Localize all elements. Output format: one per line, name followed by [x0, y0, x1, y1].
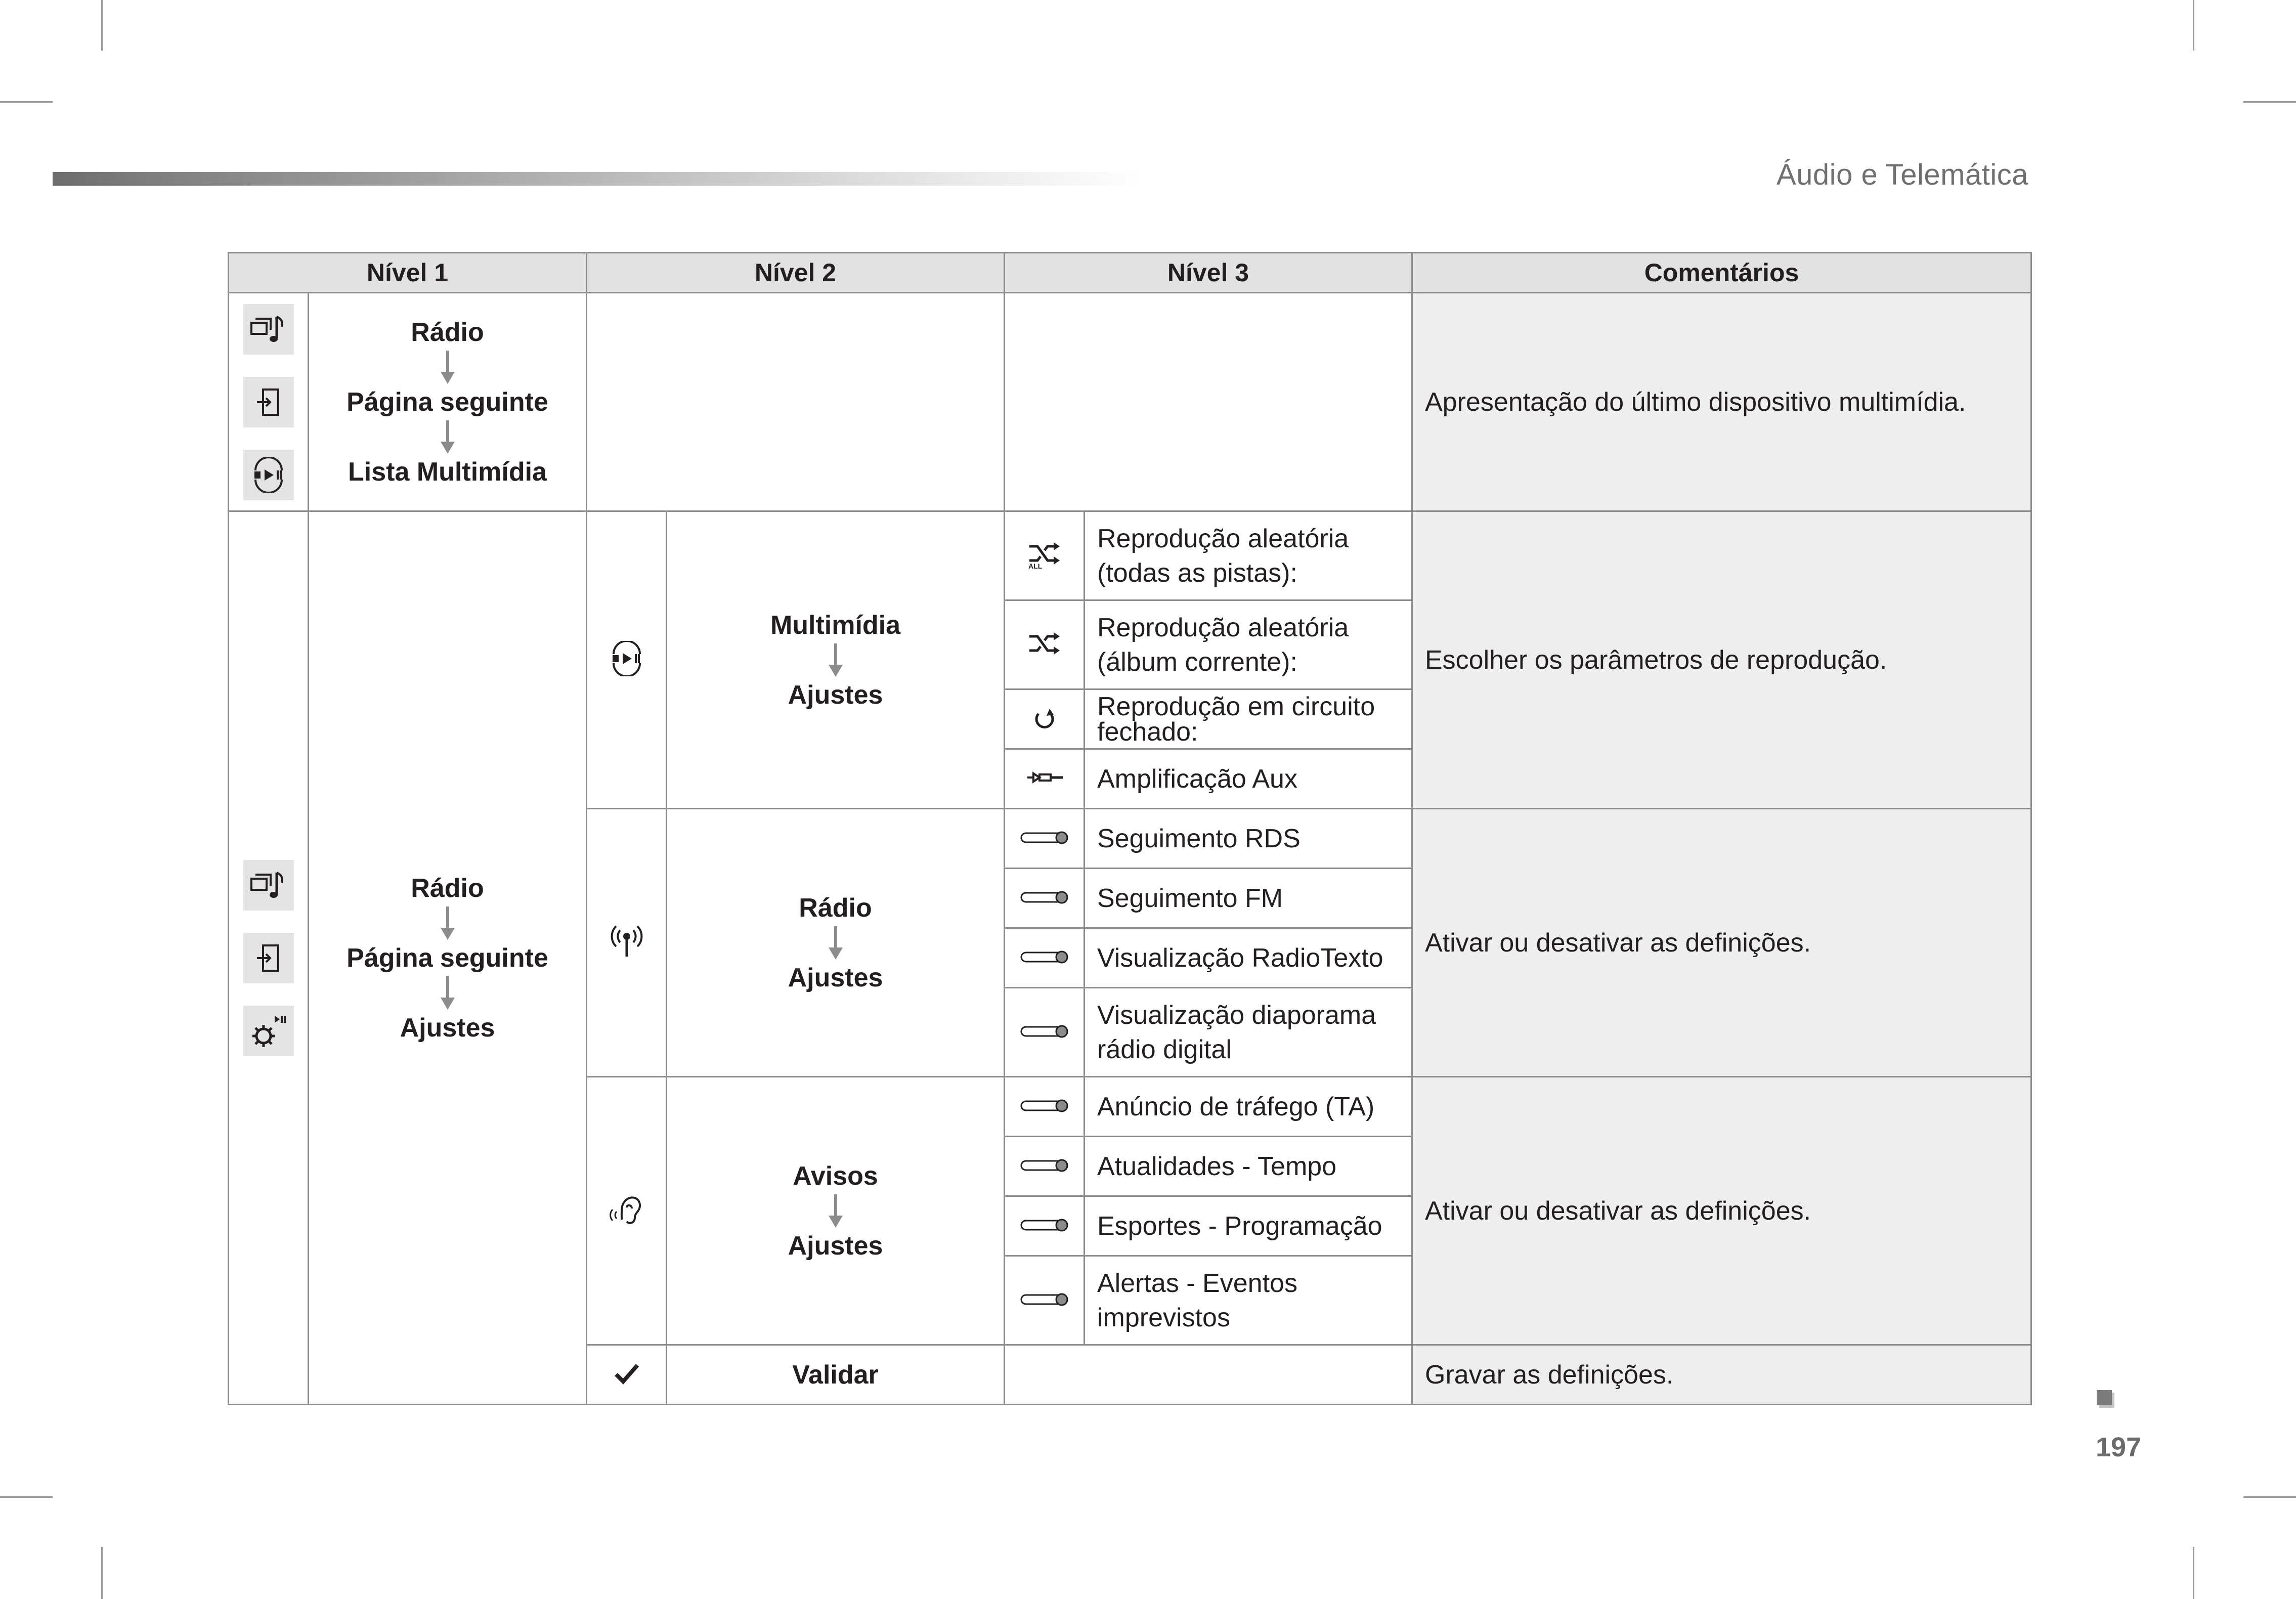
comment-cell: Gravar as definições.: [1412, 1345, 2031, 1405]
option-label: Atualidades - Tempo: [1085, 1137, 1412, 1196]
path-step: Ajustes: [400, 1013, 495, 1043]
crop-mark: [0, 1496, 53, 1498]
checkmark-icon: [587, 1345, 667, 1405]
radio-broadcast-icon: [587, 809, 667, 1077]
validate-label: Validar: [667, 1345, 1005, 1405]
option-label: Amplificação Aux: [1085, 749, 1412, 809]
down-arrow-icon: [438, 419, 458, 455]
path-step: Ajustes: [788, 1231, 883, 1261]
option-label: Reprodução em circuito fechado:: [1085, 689, 1412, 749]
settings-icon: [243, 1006, 294, 1056]
header-level-1: Nível 1: [229, 253, 587, 293]
crop-mark: [2193, 1547, 2194, 1599]
path-step: Página seguinte: [346, 943, 548, 973]
block2-path: [309, 511, 587, 1405]
block1-icons: [229, 293, 309, 511]
header-bar: [53, 172, 1145, 186]
radio-media-icon: [243, 860, 294, 911]
section-title: Áudio e Telemática: [1776, 158, 2028, 191]
next-page-icon: [243, 377, 294, 427]
header-level-3: Nível 3: [1005, 253, 1412, 293]
aux-jack-icon: [1005, 749, 1085, 809]
block2-icons: [229, 511, 309, 1405]
path-step: Rádio: [799, 893, 872, 923]
crop-mark: [2243, 1496, 2296, 1498]
media-play-icon: [587, 511, 667, 809]
toggle-icon: [1005, 1256, 1085, 1345]
down-arrow-icon: [826, 1193, 846, 1229]
path-step: Avisos: [793, 1161, 878, 1191]
next-page-icon: [243, 933, 294, 983]
toggle-icon: [1005, 1196, 1085, 1256]
option-label: Seguimento RDS: [1085, 809, 1412, 869]
header-level-2: Nível 2: [587, 253, 1005, 293]
crop-mark: [101, 1547, 103, 1599]
media-list-icon: [243, 450, 294, 500]
page-marker: [2097, 1390, 2112, 1405]
block1-path: [309, 293, 587, 511]
radio-media-icon: [243, 304, 294, 355]
toggle-icon: [1005, 988, 1085, 1077]
toggle-icon: [1005, 869, 1085, 928]
comment-cell: Apresentação do último dispositivo multimídia.: [1412, 293, 2031, 511]
option-label: Visualização RadioTexto: [1085, 928, 1412, 988]
page-number: 197: [2096, 1432, 2142, 1462]
menu-table: [228, 252, 2032, 1405]
path-step: Página seguinte: [346, 387, 548, 417]
option-label: Seguimento FM: [1085, 869, 1412, 928]
notices-path: [667, 1077, 1005, 1345]
path-step: Rádio: [411, 317, 484, 347]
down-arrow-icon: [438, 905, 458, 941]
path-step: Multimídia: [770, 610, 901, 640]
down-arrow-icon: [438, 350, 458, 385]
crop-mark: [2243, 101, 2296, 103]
option-label: Esportes - Programação: [1085, 1196, 1412, 1256]
option-label: Alertas - Eventos imprevistos: [1085, 1256, 1412, 1345]
path-step: Ajustes: [788, 680, 883, 710]
shuffle-icon: [1005, 600, 1085, 689]
comment-cell: Ativar ou desativar as definições.: [1412, 1077, 2031, 1345]
crop-mark: [0, 101, 53, 103]
option-label: Visualização diaporama rádio digital: [1085, 988, 1412, 1077]
repeat-icon: [1005, 689, 1085, 749]
empty-cell: [1005, 293, 1412, 511]
down-arrow-icon: [438, 975, 458, 1011]
toggle-icon: [1005, 809, 1085, 869]
path-step: Lista Multimídia: [348, 457, 547, 487]
announcement-icon: [587, 1077, 667, 1345]
down-arrow-icon: [826, 925, 846, 961]
header-comments: Comentários: [1412, 253, 2031, 293]
option-label: Reprodução aleatória (álbum corrente):: [1085, 600, 1412, 689]
path-step: Ajustes: [788, 963, 883, 992]
multimedia-path: [667, 511, 1005, 809]
crop-mark: [2193, 0, 2194, 51]
option-label: Anúncio de tráfego (TA): [1085, 1077, 1412, 1137]
comment-cell: Escolher os parâmetros de reprodução.: [1412, 511, 2031, 809]
empty-cell: [587, 293, 1005, 511]
crop-mark: [101, 0, 103, 51]
toggle-icon: [1005, 1137, 1085, 1196]
shuffle-all-icon: [1005, 511, 1085, 600]
comment-cell: Ativar ou desativar as definições.: [1412, 809, 2031, 1077]
radio-path: [667, 809, 1005, 1077]
down-arrow-icon: [826, 642, 846, 678]
svg-text:ALL: ALL: [1028, 562, 1042, 570]
path-step: Rádio: [411, 873, 484, 903]
option-label: Reprodução aleatória (todas as pistas):: [1085, 511, 1412, 600]
toggle-icon: [1005, 1077, 1085, 1137]
toggle-icon: [1005, 928, 1085, 988]
empty-cell: [1005, 1345, 1412, 1405]
